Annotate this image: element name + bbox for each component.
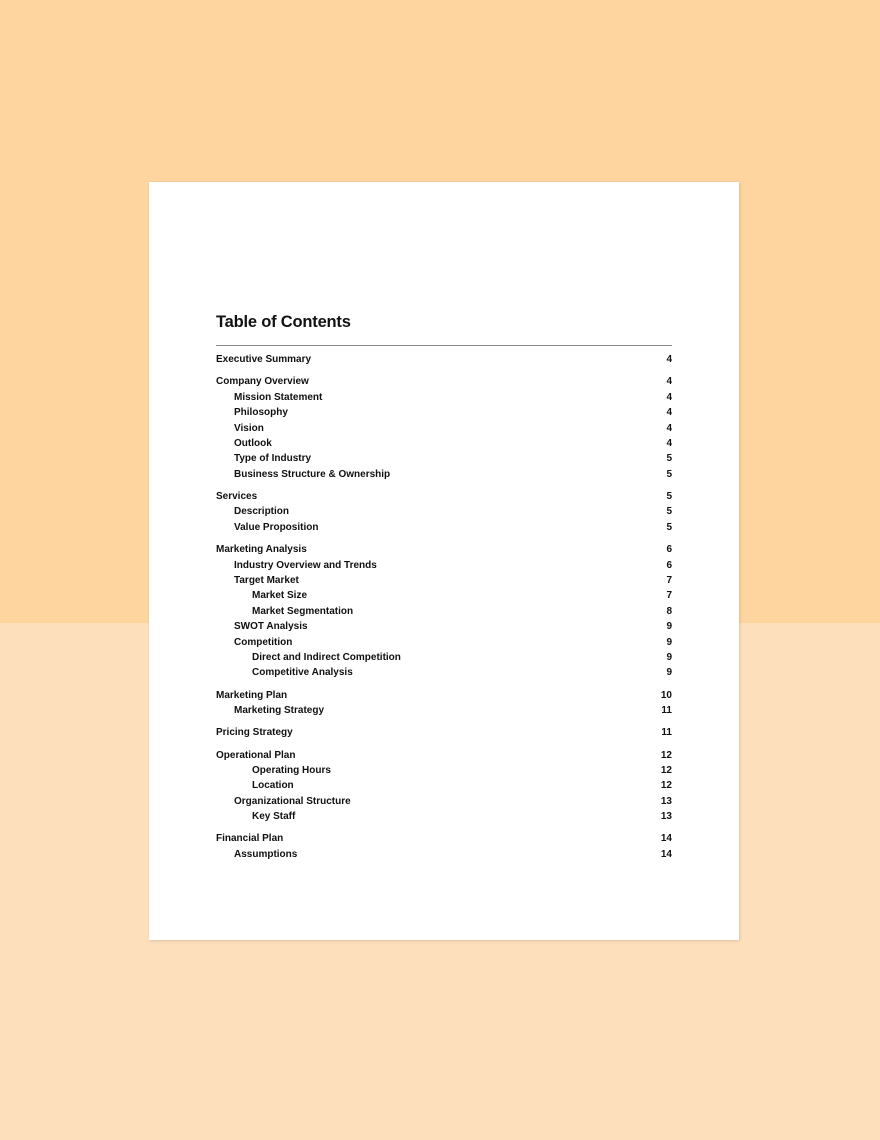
toc-entry — [216, 634, 672, 649]
toc-entry — [216, 725, 672, 740]
toc-entry — [216, 650, 672, 665]
toc-entry-label: Operational Plan — [216, 749, 296, 761]
toc-entry-page-number: 5 — [666, 491, 672, 503]
toc-entry-page-number: 14 — [660, 833, 672, 845]
toc-entry-label: Company Overview — [216, 376, 309, 388]
toc-entry — [216, 665, 672, 680]
toc-entry-page-number: 9 — [666, 636, 672, 648]
toc-entry — [216, 763, 672, 778]
toc-entry-label: Pricing Strategy — [216, 727, 293, 739]
toc-entry-label: Marketing Strategy — [234, 704, 325, 716]
toc-entry-page-number: 4 — [666, 376, 672, 388]
toc-entry-label: Outlook — [234, 438, 272, 450]
toc-list — [216, 352, 672, 862]
toc-entry-page-number: 5 — [666, 453, 672, 465]
toc-entry — [216, 809, 672, 824]
toc-entry-label: Market Size — [252, 590, 308, 602]
toc-entry-label: Executive Summary — [216, 354, 312, 366]
toc-entry-label: Key Staff — [252, 811, 296, 823]
title-divider — [216, 345, 672, 346]
toc-entry-page-number: 11 — [661, 727, 672, 739]
toc-entry-page-number: 12 — [660, 780, 672, 792]
toc-entry-label: Philosophy — [234, 407, 288, 419]
toc-entry-label: Operating Hours — [252, 764, 331, 776]
toc-entry — [216, 451, 672, 466]
toc-entry-label: Marketing Plan — [216, 689, 288, 701]
toc-entry-label: Location — [252, 780, 294, 792]
toc-entry-label: Vision — [234, 422, 264, 434]
toc-entry-page-number: 9 — [666, 667, 672, 679]
toc-entry-page-number: 7 — [666, 574, 672, 586]
toc-entry — [216, 405, 672, 420]
toc-entry-label: Target Market — [234, 574, 299, 586]
toc-entry-page-number: 6 — [666, 559, 672, 571]
toc-entry — [216, 831, 672, 846]
toc-entry — [216, 557, 672, 572]
toc-entry — [216, 778, 672, 793]
toc-entry-page-number: 4 — [666, 422, 672, 434]
toc-entry-label: Description — [234, 506, 290, 518]
toc-entry-page-number: 13 — [660, 795, 672, 807]
toc-entry-label: Market Segmentation — [252, 605, 354, 617]
toc-entry-page-number: 9 — [666, 651, 672, 663]
toc-entry-page-number: 14 — [660, 848, 672, 860]
toc-entry-page-number: 12 — [660, 764, 672, 776]
toc-entry-label: Competition — [234, 636, 293, 648]
toc-entry-label: Type of Industry — [234, 453, 312, 465]
table-of-contents — [216, 310, 672, 862]
toc-entry-label: Mission Statement — [234, 391, 323, 403]
toc-entry-page-number: 12 — [660, 749, 672, 761]
toc-entry-page-number: 4 — [666, 354, 672, 366]
toc-entry — [216, 847, 672, 862]
toc-entry — [216, 794, 672, 809]
toc-entry — [216, 436, 672, 451]
toc-entry-page-number: 6 — [666, 544, 672, 556]
toc-entry — [216, 489, 672, 504]
toc-entry-label: Organizational Structure — [234, 795, 351, 807]
toc-entry — [216, 420, 672, 435]
toc-entry — [216, 390, 672, 405]
toc-entry-label: Competitive Analysis — [252, 667, 353, 679]
toc-entry — [216, 588, 672, 603]
toc-entry-page-number: 10 — [660, 689, 672, 701]
toc-entry-label: SWOT Analysis — [234, 621, 308, 633]
toc-entry — [216, 542, 672, 557]
toc-entry-label: Direct and Indirect Competition — [252, 651, 401, 663]
toc-entry-page-number: 9 — [666, 621, 672, 633]
toc-entry-page-number: 5 — [666, 521, 672, 533]
toc-entry-page-number: 5 — [666, 468, 672, 480]
document-page — [149, 182, 739, 940]
toc-entry-page-number: 13 — [660, 811, 672, 823]
toc-entry-page-number: 11 — [661, 704, 672, 716]
toc-entry — [216, 504, 672, 519]
toc-entry-page-number: 5 — [666, 506, 672, 518]
toc-entry-page-number: 4 — [666, 391, 672, 403]
toc-entry — [216, 604, 672, 619]
toc-entry-label: Value Proposition — [234, 521, 319, 533]
toc-entry-page-number: 8 — [666, 605, 672, 617]
toc-entry — [216, 374, 672, 389]
toc-entry — [216, 520, 672, 535]
toc-entry-page-number: 7 — [666, 590, 672, 602]
toc-title: Table of Contents — [216, 313, 351, 331]
toc-entry-label: Business Structure & Ownership — [234, 468, 391, 480]
toc-entry-page-number: 4 — [666, 438, 672, 450]
toc-entry — [216, 703, 672, 718]
toc-entry-label: Marketing Analysis — [216, 544, 307, 556]
toc-entry-label: Industry Overview and Trends — [234, 559, 377, 571]
toc-entry — [216, 747, 672, 762]
toc-entry-label: Financial Plan — [216, 833, 284, 845]
toc-entry — [216, 352, 672, 367]
toc-entry — [216, 573, 672, 588]
toc-entry — [216, 619, 672, 634]
toc-entry-label: Assumptions — [234, 848, 298, 860]
toc-entry-label: Services — [216, 491, 258, 503]
toc-entry-page-number: 4 — [666, 407, 672, 419]
toc-entry — [216, 687, 672, 702]
toc-entry — [216, 467, 672, 482]
